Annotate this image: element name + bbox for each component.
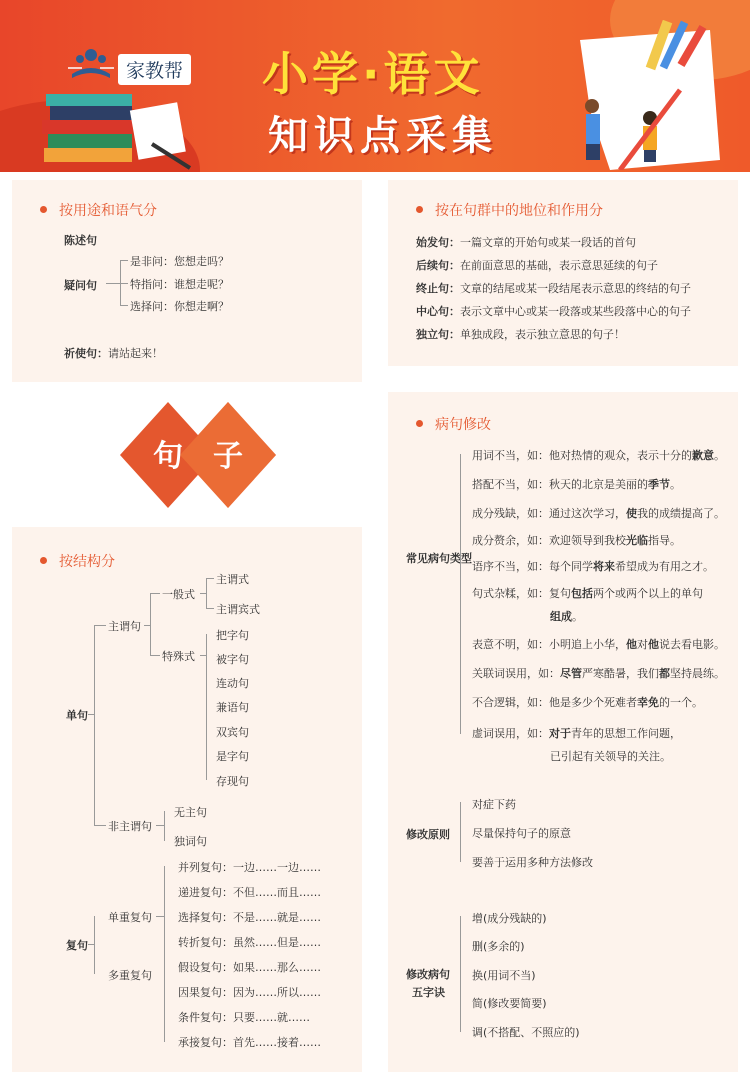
list-item: 尽量保持句子的原意 — [472, 827, 571, 840]
bracket-line — [164, 866, 165, 1042]
list-item: 调(不搭配、不照应的) — [472, 1026, 580, 1039]
label-one-word: 独词句 — [174, 835, 207, 848]
list-item: 兼语句 — [216, 701, 249, 714]
connector-line — [150, 655, 160, 656]
label-common-types: 常见病句类型 — [406, 552, 472, 565]
label-sv: 主谓式 — [216, 573, 249, 586]
section-title: 按结构分 — [40, 551, 115, 571]
list-item: 成分赘余，如：欢迎领导到我校光临指导。 — [472, 534, 681, 547]
brand-emblem-icon — [68, 48, 114, 80]
connector-line — [94, 825, 106, 826]
list-item: 假设复句：如果……那么…… — [178, 961, 321, 974]
list-item-continued: 已引起有关领导的关注。 — [550, 750, 671, 763]
list-item: 转折复句：虽然……但是…… — [178, 936, 321, 949]
banner-title-line1: 小学·语文 — [262, 47, 484, 101]
connector-line — [150, 593, 160, 594]
bullet-dot-icon — [416, 420, 423, 427]
list-item: 因果复句：因为……所以…… — [178, 986, 321, 999]
list-item: 连动句 — [216, 677, 249, 690]
list-item: 条件复句：只要……就…… — [178, 1011, 310, 1024]
list-item: 不合逻辑，如：他是多少个死难者幸免的一个。 — [472, 696, 703, 709]
structure-card — [12, 527, 362, 1072]
bracket-line — [94, 916, 95, 974]
header-banner — [0, 0, 750, 172]
list-item-continued: 组成。 — [550, 610, 583, 623]
label-non-subj-pred: 非主谓句 — [108, 820, 152, 833]
label-five-2: 五字诀 — [412, 986, 445, 999]
list-item: 句式杂糅，如：复句包括两个或两个以上的单句 — [472, 587, 703, 600]
list-item: 把字句 — [216, 629, 249, 642]
connector-line — [106, 283, 120, 284]
bracket-line — [460, 802, 461, 862]
books-illustration — [42, 92, 192, 172]
center-char-1: 句 — [153, 439, 183, 474]
label-complex: 复句 — [66, 939, 88, 952]
label-declarative: 陈述句 — [64, 234, 97, 247]
list-item: 终止句：文章的结尾或某一段结尾表示意思的终结的句子 — [416, 282, 691, 295]
bullet-dot-icon — [40, 206, 47, 213]
scroll-kids-illustration — [570, 20, 740, 170]
brand-name: 家教帮 — [118, 54, 191, 85]
list-item: 语序不当，如：每个同学将来希望成为有用之才。 — [472, 560, 714, 573]
list-item: 关联词误用，如：尽管严寒酷暑，我们都坚持晨练。 — [472, 667, 725, 680]
imperative-example: 请站起来！ — [108, 347, 163, 360]
brand-logo[interactable] — [68, 46, 218, 86]
bullet-dot-icon — [416, 206, 423, 213]
bullet-dot-icon — [40, 557, 47, 564]
list-item: 并列复句：一边……一边…… — [178, 861, 321, 874]
list-item: 要善于运用多种方法修改 — [472, 856, 593, 869]
section-title: 病句修改 — [416, 414, 491, 434]
list-item: 简(修改要简要) — [472, 997, 547, 1010]
label-subj-pred: 主谓句 — [108, 620, 141, 633]
connector-line — [156, 916, 164, 917]
label-special: 特殊式 — [162, 650, 195, 663]
connector-line — [120, 283, 128, 284]
label-single: 单句 — [66, 709, 88, 722]
connector-line — [120, 260, 128, 261]
list-item: 双宾句 — [216, 726, 249, 739]
list-item: 始发句：一篇文章的开始句或某一段话的首句 — [416, 236, 636, 249]
bracket-line — [460, 916, 461, 1032]
list-item: 被字句 — [216, 653, 249, 666]
list-item: 中心句：表示文章中心或某一段落或某些段落中心的句子 — [416, 305, 691, 318]
label-single-complex: 单重复句 — [108, 911, 152, 924]
bracket-line — [460, 454, 461, 734]
list-item: 承接复句：首先……接着…… — [178, 1036, 321, 1049]
list-item: 选择复句：不是……就是…… — [178, 911, 321, 924]
list-item: 后续句：在前面意思的基础，表示意思延续的句子 — [416, 259, 658, 272]
label-general: 一般式 — [162, 588, 195, 601]
q-specific: 特指问：谁想走呢？ — [130, 278, 229, 291]
connector-line — [156, 825, 164, 826]
list-item: 虚词误用，如：对于青年的思想工作问题， — [472, 727, 681, 740]
list-item: 是字句 — [216, 750, 249, 763]
connector-line — [206, 608, 214, 609]
list-item: 表意不明，如：小明追上小华，他对他说去看电影。 — [472, 638, 725, 651]
list-item: 成分残缺，如：通过这次学习，使我的成绩提高了。 — [472, 507, 725, 520]
section-title: 按用途和语气分 — [40, 200, 157, 220]
label-principles: 修改原则 — [406, 828, 450, 841]
connector-line — [206, 578, 214, 579]
list-item: 递进复句：不但……而且…… — [178, 886, 321, 899]
label-imperative: 祈使句： — [64, 347, 108, 360]
q-choice: 选择问：你想走啊？ — [130, 300, 229, 313]
list-item: 搭配不当，如：秋天的北京是美丽的季节。 — [472, 478, 681, 491]
list-item: 换(用词不当) — [472, 969, 536, 982]
label-multi-complex: 多重复句 — [108, 969, 152, 982]
list-item: 存现句 — [216, 775, 249, 788]
q-yes-no: 是非问：您想走吗？ — [130, 255, 229, 268]
center-title-diamonds — [118, 400, 278, 510]
label-interrogative: 疑问句 — [64, 279, 97, 292]
imperative-row — [64, 345, 163, 361]
bracket-line — [206, 578, 207, 608]
label-no-subject: 无主句 — [174, 806, 207, 819]
label-five-1: 修改病句 — [406, 968, 450, 981]
bracket-line — [150, 593, 151, 655]
section-title: 按在句群中的地位和作用分 — [416, 200, 603, 220]
center-char-2: 子 — [213, 439, 243, 474]
faulty-card — [388, 392, 738, 1072]
connector-line — [94, 625, 106, 626]
usage-card — [12, 180, 362, 382]
list-item: 对症下药 — [472, 798, 516, 811]
list-item: 删(多余的) — [472, 940, 525, 953]
list-item: 用词不当，如：他对热情的观众，表示十分的歉意。 — [472, 449, 725, 462]
banner-title-line2: 知识点采集 — [268, 113, 498, 159]
bracket-line — [206, 634, 207, 780]
bracket-line — [94, 625, 95, 825]
connector-line — [120, 305, 128, 306]
list-item: 增(成分残缺的) — [472, 912, 547, 925]
bracket-line — [164, 811, 165, 841]
label-svo: 主谓宾式 — [216, 603, 260, 616]
position-card — [388, 180, 738, 366]
list-item: 独立句：单独成段，表示独立意思的句子！ — [416, 328, 625, 341]
